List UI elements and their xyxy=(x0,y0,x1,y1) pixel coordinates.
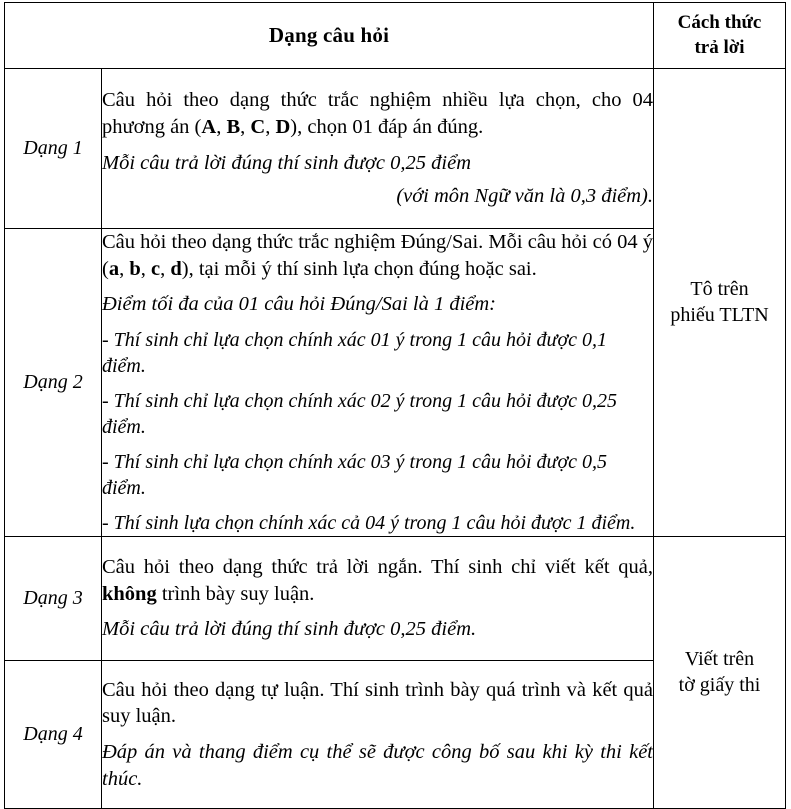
answer-method-marksheet xyxy=(654,69,786,537)
row-1-p1-sep3: , xyxy=(265,115,276,138)
row-1-scoring-note-literature: (với môn Ngữ văn là 0,3 điểm). xyxy=(396,185,654,208)
row-content-3 xyxy=(102,536,654,660)
row-content-2 xyxy=(102,229,654,537)
document-page xyxy=(0,2,791,790)
row-content-1 xyxy=(102,69,654,229)
row-type-label-4: Dạng 4 xyxy=(5,660,102,808)
table-row xyxy=(5,69,786,229)
row-2-p1-text-part1: Câu hỏi theo dạng thức trắc nghiệm Đúng/Sai. Mỗi câu hỏi có 04 ý ( xyxy=(102,231,654,280)
answer-method-marksheet-line1: Tô trên xyxy=(690,278,749,301)
table-header-row xyxy=(5,3,786,69)
option-label-d-lower: d xyxy=(170,257,182,280)
row-type-label-2: Dạng 2 xyxy=(5,229,102,537)
row-2-p1-sep3: , xyxy=(160,257,171,280)
option-label-c: C xyxy=(250,115,266,138)
row-type-label-3: Dạng 3 xyxy=(5,536,102,660)
row-4-paragraph-1: Câu hỏi theo dạng tự luận. Thí sinh trình bày quá trình và kết quả suy luận. xyxy=(102,678,654,728)
answer-method-paper-line1: Viết trên xyxy=(684,648,755,671)
row-2-scoring-bullet: - Thí sinh chỉ lựa chọn chính xác 03 ý trong 1 câu hỏi được 0,5 điểm. xyxy=(102,450,608,499)
row-3-p1-text-part1: Câu hỏi theo dạng thức trả lời ngắn. Thí sinh chỉ viết kết quả, xyxy=(102,555,654,578)
row-3-paragraph-1 xyxy=(102,554,653,607)
row-2-p1-sep2: , xyxy=(140,257,151,280)
row-3-scoring-note: Mỗi câu trả lời đúng thí sinh được 0,25 điểm. xyxy=(102,618,477,641)
row-type-label-1: Dạng 1 xyxy=(5,69,102,229)
table-row xyxy=(5,536,786,660)
option-label-b-lower: b xyxy=(129,257,141,280)
row-2-scoring-bullet: - Thí sinh chỉ lựa chọn chính xác 02 ý trong 1 câu hỏi được 0,25 điểm. xyxy=(102,389,618,438)
row-2-paragraph-1 xyxy=(102,229,653,282)
row-2-p1-sep1: , xyxy=(119,257,130,280)
row-2-max-score-note: Điểm tối đa của 01 câu hỏi Đúng/Sai là 1 điểm: xyxy=(102,293,497,316)
question-types-table xyxy=(4,2,786,809)
header-answer-method-line1: Cách thức xyxy=(677,12,762,34)
header-question-type: Dạng câu hỏi xyxy=(5,3,654,69)
option-label-b: B xyxy=(226,115,241,138)
row-1-p1-text-part2: ), chọn 01 đáp án đúng. xyxy=(290,115,484,138)
option-label-a-lower: a xyxy=(108,257,120,280)
row-2-p1-text-part2: ), tại mỗi ý thí sinh lựa chọn đúng hoặc sai. xyxy=(181,257,537,280)
row-4-answer-key-note: Đáp án và thang điểm cụ thể sẽ được công bố sau khi kỳ thi kết thúc. xyxy=(102,740,654,790)
row-1-p1-sep1: , xyxy=(216,115,227,138)
row-3-emphasis-khong: không xyxy=(102,582,157,605)
row-1-paragraph-1 xyxy=(102,87,653,140)
row-1-p1-sep2: , xyxy=(240,115,251,138)
row-2-scoring-bullet: - Thí sinh lựa chọn chính xác cả 04 ý trong 1 câu hỏi được 1 điểm. xyxy=(102,511,636,534)
answer-method-paper xyxy=(654,536,786,808)
row-1-p1-text-part1: Câu hỏi theo dạng thức trắc nghiệm nhiều lựa chọn, cho 04 phương án ( xyxy=(102,89,654,138)
answer-method-marksheet-line2: phiếu TLTN xyxy=(670,304,769,327)
header-answer-method-line2: trả lời xyxy=(694,36,745,58)
option-label-a: A xyxy=(201,115,217,138)
row-3-p1-text-part2: trình bày suy luận. xyxy=(156,582,315,605)
option-label-c-lower: c xyxy=(150,257,161,280)
row-2-scoring-bullet: - Thí sinh chỉ lựa chọn chính xác 01 ý trong 1 câu hỏi được 0,1 điểm. xyxy=(102,328,608,377)
header-answer-method xyxy=(654,3,786,69)
answer-method-paper-line2: tờ giấy thi xyxy=(678,674,761,697)
row-1-scoring-note: Mỗi câu trả lời đúng thí sinh được 0,25 điểm xyxy=(102,151,472,174)
row-content-4 xyxy=(102,660,654,808)
option-label-d: D xyxy=(275,115,291,138)
